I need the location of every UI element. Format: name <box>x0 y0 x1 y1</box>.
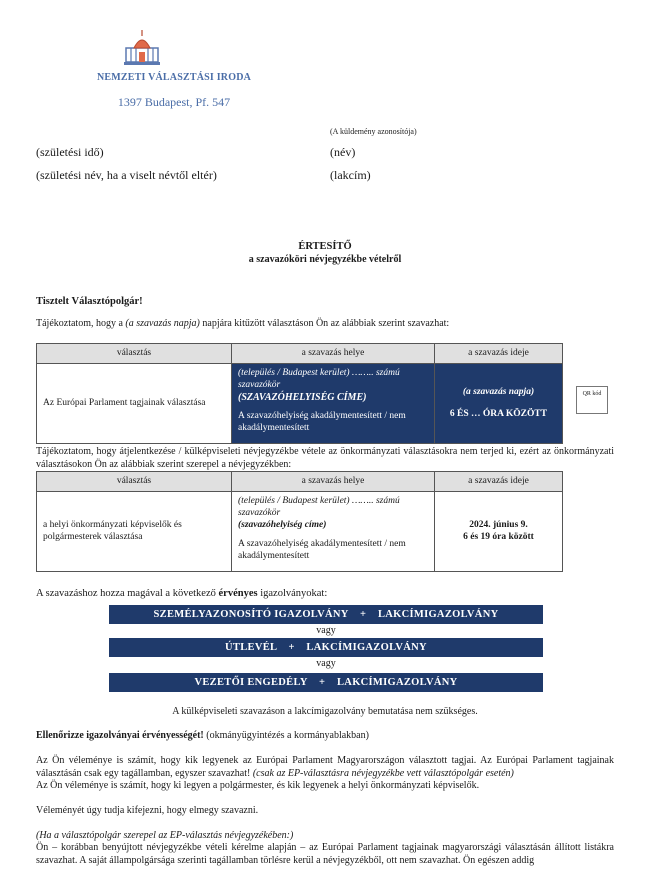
local-election-table <box>36 471 563 572</box>
polling-address-placeholder: (SZAVAZÓHELYISÉG CÍME) <box>238 391 367 403</box>
ep-election-table <box>36 343 563 444</box>
id-option-bar: ÚTLEVÉL + LAKCÍMIGAZOLVÁNY <box>109 638 543 657</box>
birth-date-field: (születési idő) <box>36 145 104 159</box>
voting-time-cell <box>435 492 563 572</box>
document-title: ÉRTESÍTŐ <box>298 241 352 252</box>
polling-address-placeholder: (szavazóhelyiség címe) <box>238 519 327 530</box>
check-validity <box>36 730 369 743</box>
voting-time-cell <box>435 364 563 444</box>
polling-station-placeholder: (település / Budapest kerület) …….. számú szavazókör <box>238 496 400 518</box>
or-separator: vagy <box>316 625 336 636</box>
table-header-cell: választás <box>37 344 232 364</box>
ids-intro <box>36 587 327 600</box>
table-header-row <box>37 472 563 492</box>
table-header-row <box>37 344 563 364</box>
intro-text-start: Tájékoztatom, hogy a <box>36 318 126 329</box>
table-header-cell: választás <box>37 472 232 492</box>
voting-date-placeholder: (a szavazás napja) <box>462 386 535 397</box>
ids-intro-end: igazolványokat: <box>257 588 328 599</box>
intro-text-end: napjára kitűzött választáson Ön az alábbiak szerint szavazhat: <box>199 318 450 329</box>
ep-condition-note: (Ha a választópolgár szerepel az EP-választás névjegyzékében:) <box>36 830 294 841</box>
birth-name-field: (születési név, ha a viselt névtől eltér) <box>36 168 217 182</box>
accessibility-note: A szavazóhelyiség akadálymentesített / nem akadálymentesített <box>238 538 406 561</box>
ep-list-paragraph: Ön – korábban benyújtott névjegyzékbe vételi kérelme alapján – az Európai Parlament tagjainak magyarországi választásán állított listákra szavazhat. A saját állampolgársága szerinti tagállamban törlésre kerül a névjegyzékből, ott nem szavazhat. Ön egészen addig <box>36 842 614 866</box>
vote-paragraph: Véleményét úgy tudja kifejezni, hogy elmegy szavazni. <box>36 805 259 816</box>
ep-paragraph <box>36 755 614 780</box>
qr-code-placeholder: QR kód <box>576 386 608 414</box>
table-header-cell: a szavazás helye <box>232 472 435 492</box>
check-validity-note: (okmányügyintézés a kormányablakban) <box>203 730 369 741</box>
id-option-bar: VEZETŐI ENGEDÉLY + LAKCÍMIGAZOLVÁNY <box>109 673 543 692</box>
organization-address: 1397 Budapest, Pf. 547 <box>117 95 231 109</box>
table-header-cell: a szavazás ideje <box>435 472 563 492</box>
voting-hours: 6 és 19 óra között <box>463 531 534 542</box>
local-paragraph: Az Ön véleménye is számít, hogy ki legyen a polgármester, és kik legyenek a helyi önkormányzati képviselők. <box>36 780 480 791</box>
local-election-notice: Tájékoztatom, hogy átjelentkezése / külképviseleti névjegyzékbe vétele az önkormányzati választásokra nem terjed ki, ezért az önkormányzati választásokon Ön az alábbiak szerint szerepel a névjegyzékben: <box>36 446 614 470</box>
table-row <box>37 364 563 444</box>
id-option-bar: SZEMÉLYAZONOSÍTÓ IGAZOLVÁNY + LAKCÍMIGAZOLVÁNY <box>109 605 543 624</box>
organization-name: NEMZETI VÁLASZTÁSI IRODA <box>96 72 252 83</box>
name-field: (név) <box>330 145 356 159</box>
or-separator: vagy <box>316 658 336 669</box>
nvi-logo-icon <box>120 28 164 72</box>
accessibility-note: A szavazóhelyiség akadálymentesített / nem akadálymentesített <box>238 411 406 434</box>
ids-intro-start: A szavazáshoz hozza magával a következő <box>36 588 219 599</box>
voting-date: 2024. június 9. <box>469 519 528 530</box>
table-row <box>37 492 563 572</box>
consignment-id-label: (A küldemény azonosítója) <box>330 127 417 136</box>
polling-station-placeholder: (település / Budapest kerület) …….. számú szavazókör <box>238 368 400 390</box>
greeting: Tisztelt Választópolgár! <box>36 296 143 307</box>
document-subtitle: a szavazóköri névjegyzékbe vételről <box>248 254 402 265</box>
ep-paragraph-text: Az Ön véleménye is számít, hogy kik legyenek az Európai Parlament Magyarországon választott tagjai. Az Európai Parlament tagjainak választásán csak egy tagállamban, egyszer szavazhat! <box>36 755 614 779</box>
table-header-cell: a szavazás helye <box>232 344 435 364</box>
table-header-cell: a szavazás ideje <box>435 344 563 364</box>
polling-place-cell <box>232 364 435 444</box>
intro-paragraph <box>36 318 614 331</box>
voting-hours: 6 ÉS … ÓRA KÖZÖTT <box>449 408 548 419</box>
intro-date-placeholder: (a szavazás napja) <box>125 318 200 329</box>
election-name: Az Európai Parlament tagjainak választása <box>37 364 232 444</box>
polling-place-cell <box>232 492 435 572</box>
ids-intro-valid: érvényes <box>218 588 258 599</box>
check-validity-heading: Ellenőrizze igazolványai érvényességét! <box>36 730 204 741</box>
address-field: (lakcím) <box>330 168 371 182</box>
ep-paragraph-note: (csak az EP-választásra névjegyzékbe vett választópolgár esetén) <box>252 767 514 779</box>
abroad-note: A külképviseleti szavazáson a lakcímigazolvány bemutatása nem szükséges. <box>172 706 478 717</box>
election-name: a helyi önkormányzati képviselők és polgármesterek választása <box>37 492 232 572</box>
